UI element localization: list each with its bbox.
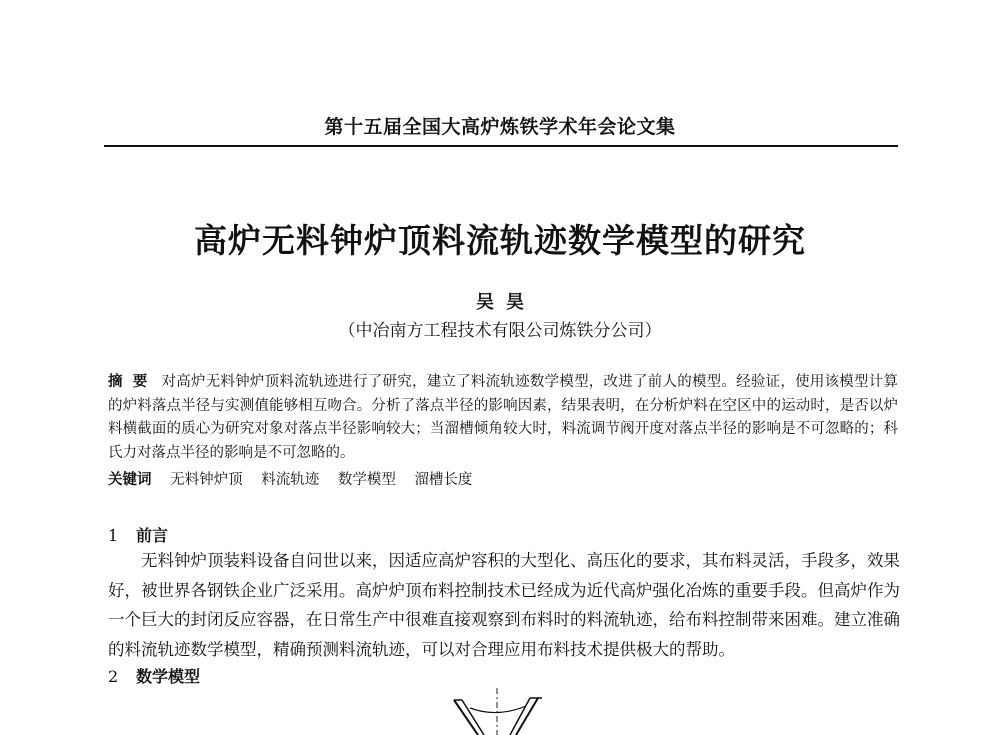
material-flow-curve [470,706,526,713]
keyword: 料流轨迹 [261,472,320,488]
running-header: 第十五届全国大高炉炼铁学术年会论文集 [324,116,676,138]
section-title: 前言 [136,526,169,545]
abstract-label: 摘要 [108,373,158,390]
paper-title: 高炉无料钟炉顶料流轨迹数学模型的研究 [194,221,806,260]
author-name: 吴昊 [476,292,536,313]
abstract [108,370,898,465]
header-rule [104,145,898,147]
chute-diagram [440,688,570,735]
section-heading-model [108,664,200,687]
keyword: 数学模型 [337,472,396,488]
section-number: 1 [108,526,119,545]
section-title: 数学模型 [136,667,201,686]
section-heading-introduction [108,523,168,546]
introduction-paragraph: 无料钟炉顶装料设备自问世以来，因适应高炉容积的大型化、高压化的要求，其布料灵活，手段多，效果好，被世界各钢铁企业广泛采用。高炉炉顶布料控制技术已经成为近代高炉强化冶炼的重要手段。但高炉作为一个巨大的封闭反应容器，在日常生产中很难直接观察到布料时的料流轨迹，给布料控制带来困难。建立准确的料流轨迹数学模型，精确预测料流轨迹，可以对合理应用布料技术提供极大的帮助。 [108,551,900,659]
keywords-label: 关键词 [108,471,152,488]
section-number: 2 [108,667,119,686]
keyword: 溜槽长度 [414,472,473,488]
keyword: 无料钟炉顶 [170,472,243,488]
author-affiliation: （中冶南方工程技术有限公司炼铁分公司） [338,321,662,341]
keywords [108,468,898,492]
abstract-text: 对高炉无料钟炉顶料流轨迹进行了研究，建立了料流轨迹数学模型，改进了前人的模型。经验证，使用该模型计算的炉料落点半径与实测值能够相互吻合。分析了落点半径的影响因素，结果表明，在分析炉料在空区中的运动时，是否以炉料横截面的质心为研究对象对落点半径影响较大；当溜槽倾角较大时，料流调节阀开度对落点半径的影响是不可忽略的；科氏力对落点半径的影响是不可忽略的。 [108,374,899,461]
